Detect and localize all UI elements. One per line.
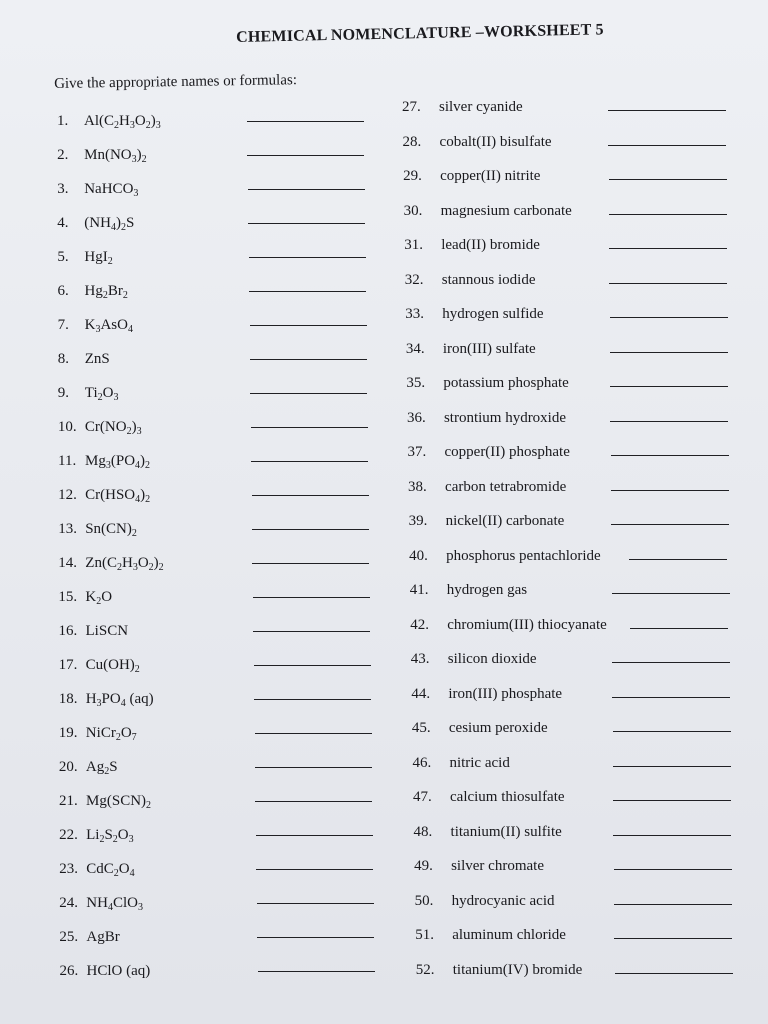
question-row — [410, 614, 740, 636]
question-row — [59, 892, 389, 914]
question-row — [403, 131, 733, 153]
answer-blank[interactable] — [251, 427, 368, 428]
chemical-formula: $Mn(NO_3)_2$ — [84, 147, 147, 165]
question-number: 18. — [58, 691, 78, 707]
chemical-formula: $Sn(CN)_2$ — [85, 521, 137, 539]
question-number: 36. — [406, 409, 426, 426]
question-row — [58, 280, 388, 302]
compound-name: calcium thiosulfate — [450, 789, 565, 805]
answer-blank[interactable] — [258, 971, 375, 972]
chemical-formula: $H_3PO_4$ (aq) — [85, 691, 154, 709]
question-row — [58, 348, 388, 370]
answer-blank[interactable] — [256, 869, 373, 870]
answer-blank[interactable] — [256, 835, 373, 836]
question-row — [58, 552, 388, 574]
question-number: 39. — [408, 513, 428, 529]
answer-blank[interactable] — [248, 189, 365, 190]
question-number: 34. — [405, 340, 425, 357]
question-row — [406, 338, 736, 360]
question-number: 9. — [57, 385, 70, 401]
chemical-formula: $Mg_3(PO_4)_2$ — [85, 453, 151, 471]
chemical-formula: ZnS — [84, 351, 110, 367]
question-number: 23. — [59, 861, 78, 877]
question-number: 5. — [57, 249, 69, 265]
question-number: 31. — [404, 237, 423, 253]
question-row — [404, 200, 734, 222]
compound-name: hydrogen gas — [446, 582, 528, 598]
answer-blank[interactable] — [612, 662, 730, 663]
question-row — [59, 688, 389, 710]
chemical-formula: $NH_4ClO_3$ — [86, 895, 144, 913]
question-number: 32. — [404, 271, 424, 288]
chemical-formula: LiSCN — [85, 623, 129, 639]
compound-name: aluminum chloride — [452, 927, 566, 943]
answer-blank[interactable] — [610, 317, 728, 318]
question-number: 47. — [413, 789, 432, 805]
compound-name: strontium hydroxide — [443, 409, 567, 426]
answer-blank[interactable] — [613, 835, 731, 836]
answer-blank[interactable] — [248, 223, 365, 224]
compound-name: copper(II) nitrite — [440, 168, 541, 184]
compound-name: iron(III) sulfate — [442, 340, 536, 357]
question-number: 50. — [414, 892, 434, 909]
question-number: 29. — [403, 168, 422, 184]
question-number: 49. — [414, 858, 433, 874]
question-row — [412, 717, 742, 739]
answer-blank[interactable] — [249, 291, 366, 292]
question-row — [58, 484, 388, 506]
answer-blank[interactable] — [254, 665, 371, 666]
worksheet-title: CHEMICAL NOMENCLATURE –WORKSHEET 5 — [236, 21, 604, 46]
question-number: 10. — [57, 419, 77, 435]
question-row — [405, 303, 735, 325]
question-row — [409, 545, 739, 567]
answer-blank[interactable] — [257, 937, 374, 938]
question-row — [59, 756, 389, 778]
answer-blank[interactable] — [610, 352, 728, 353]
chemical-formula: $Al(C_2H_3O_2)_3$ — [84, 113, 161, 131]
chemical-formula: AgBr — [86, 929, 120, 945]
question-row — [413, 786, 743, 808]
answer-blank[interactable] — [611, 490, 729, 491]
question-row — [409, 510, 739, 532]
answer-blank[interactable] — [612, 593, 730, 594]
question-number: 48. — [413, 823, 433, 840]
answer-blank[interactable] — [612, 697, 730, 698]
question-number: 20. — [58, 759, 78, 775]
question-number: 40. — [409, 547, 428, 564]
chemical-formula: NaHCO$_3$ — [84, 181, 139, 199]
answer-blank[interactable] — [609, 248, 727, 249]
question-row — [58, 314, 388, 336]
question-number: 46. — [412, 754, 432, 771]
chemical-formula: $Zn(C_2H_3O_2)_2$ — [85, 555, 164, 573]
answer-blank[interactable] — [629, 559, 727, 560]
answer-blank[interactable] — [613, 731, 731, 732]
question-number: 25. — [59, 929, 79, 945]
question-number: 41. — [409, 582, 429, 598]
compound-name: iron(III) phosphate — [448, 685, 563, 702]
question-number: 8. — [57, 351, 69, 367]
compound-name: cobalt(II) bisulfate — [439, 133, 552, 150]
question-row — [404, 234, 734, 256]
answer-blank[interactable] — [608, 145, 726, 146]
compound-name: lead(II) bromide — [441, 237, 540, 253]
chemical-formula: $NiCr_2O_7$ — [85, 725, 137, 743]
answer-blank[interactable] — [615, 973, 733, 974]
question-row — [57, 178, 387, 200]
compound-name: potassium phosphate — [443, 375, 569, 391]
question-number: 4. — [57, 215, 69, 231]
question-number: 1. — [57, 113, 69, 129]
question-number: 38. — [408, 478, 427, 495]
question-number: 16. — [58, 623, 78, 639]
compound-name: silver chromate — [451, 858, 544, 874]
question-row — [59, 858, 389, 880]
chemical-formula: $Li_2S_2O_3$ — [86, 827, 134, 845]
chemical-formula: $Ag_2S$ — [85, 759, 118, 777]
compound-name: copper(II) phosphate — [444, 444, 570, 460]
chemical-formula: HClO (aq) — [86, 963, 151, 979]
question-row — [58, 416, 388, 438]
answer-blank[interactable] — [614, 904, 732, 905]
question-number: 22. — [59, 827, 78, 843]
question-row — [57, 212, 387, 234]
compound-name: hydrocyanic acid — [451, 892, 555, 909]
compound-name: chromium(III) thiocyanate — [447, 616, 607, 633]
question-row — [412, 752, 742, 774]
question-number: 6. — [57, 283, 69, 299]
chemical-formula: $Cr(HSO_4)_2$ — [85, 487, 151, 505]
chemical-formula: HgI$_2$ — [84, 249, 113, 267]
answer-blank[interactable] — [250, 359, 367, 360]
answer-blank[interactable] — [249, 257, 366, 258]
question-row — [416, 959, 746, 981]
question-number: 11. — [58, 453, 77, 469]
compound-name: magnesium carbonate — [440, 202, 572, 219]
question-number: 52. — [415, 961, 435, 978]
question-row — [59, 722, 389, 744]
question-number: 30. — [403, 202, 423, 219]
chemical-formula: $Mg(SCN)_2$ — [86, 793, 152, 811]
question-number: 14. — [58, 555, 78, 571]
question-row — [405, 269, 735, 291]
chemical-formula: $Cu(OH)_2$ — [85, 657, 140, 675]
question-row — [59, 620, 389, 642]
question-row — [58, 518, 388, 540]
question-number: 27. — [402, 99, 421, 115]
compound-name: phosphorus pentachloride — [446, 547, 601, 564]
question-number: 26. — [59, 963, 79, 979]
compound-name: titanium(IV) bromide — [452, 961, 583, 978]
compound-name: stannous iodide — [441, 271, 536, 288]
question-number: 3. — [57, 181, 69, 197]
question-number: 2. — [57, 147, 69, 163]
chemical-formula: $Ti_2O_3$ — [84, 385, 119, 403]
compound-name: silicon dioxide — [447, 651, 537, 667]
question-row — [58, 450, 388, 472]
question-row — [59, 824, 389, 846]
question-row — [407, 407, 737, 429]
answer-blank[interactable] — [609, 214, 727, 215]
question-number: 37. — [407, 444, 427, 460]
answer-blank[interactable] — [252, 529, 369, 530]
question-row — [414, 855, 744, 877]
answer-blank[interactable] — [255, 767, 372, 768]
answer-blank[interactable] — [609, 179, 727, 180]
question-number: 43. — [410, 651, 430, 667]
answer-blank[interactable] — [610, 386, 728, 387]
question-row — [57, 144, 387, 166]
compound-name: cesium peroxide — [448, 720, 548, 736]
answer-blank[interactable] — [250, 325, 367, 326]
question-row — [408, 441, 738, 463]
question-row — [59, 926, 389, 948]
answer-blank[interactable] — [255, 733, 372, 734]
instructions: Give the appropriate names or formulas: — [54, 72, 298, 92]
question-row — [415, 890, 745, 912]
chemical-formula: $Hg_2Br_2$ — [84, 283, 128, 301]
question-row — [57, 246, 387, 268]
answer-blank[interactable] — [255, 801, 372, 802]
question-row — [58, 382, 388, 404]
question-row — [408, 476, 738, 498]
question-number: 19. — [58, 725, 78, 741]
question-row — [415, 924, 745, 946]
answer-blank[interactable] — [614, 938, 732, 939]
question-row — [57, 110, 387, 132]
chemical-formula: $(NH_4)_2S$ — [84, 215, 135, 233]
question-number: 12. — [58, 487, 77, 503]
question-row — [411, 683, 741, 705]
answer-blank[interactable] — [630, 628, 728, 629]
answer-blank[interactable] — [613, 766, 731, 767]
question-number: 21. — [59, 793, 78, 809]
compound-name: nitric acid — [449, 754, 510, 771]
question-number: 45. — [411, 720, 431, 736]
answer-blank[interactable] — [247, 155, 364, 156]
question-row — [403, 165, 733, 187]
compound-name: carbon tetrabromide — [445, 478, 567, 495]
answer-blank[interactable] — [253, 631, 370, 632]
answer-blank[interactable] — [254, 699, 371, 700]
question-row — [59, 790, 389, 812]
question-number: 42. — [410, 616, 429, 633]
question-number: 24. — [59, 895, 79, 911]
question-row — [406, 372, 736, 394]
answer-blank[interactable] — [614, 869, 732, 870]
question-row — [402, 96, 732, 118]
question-number: 51. — [415, 927, 434, 943]
answer-blank[interactable] — [608, 110, 726, 111]
question-row — [411, 648, 741, 670]
answer-blank[interactable] — [610, 421, 728, 422]
chemical-formula: $CdC_2O_4$ — [86, 861, 135, 879]
answer-blank[interactable] — [611, 455, 729, 456]
answer-blank[interactable] — [252, 563, 369, 564]
compound-name: hydrogen sulfide — [442, 306, 544, 322]
question-row — [59, 654, 389, 676]
question-number: 35. — [406, 375, 426, 391]
question-number: 33. — [405, 306, 425, 322]
question-row — [410, 579, 740, 601]
answer-blank[interactable] — [257, 903, 374, 904]
chemical-formula: $K_2O$ — [85, 589, 113, 607]
answer-blank[interactable] — [253, 597, 370, 598]
question-number: 13. — [58, 521, 77, 537]
chemical-formula: $Cr(NO_2)_3$ — [84, 419, 142, 437]
question-number: 15. — [58, 589, 78, 605]
question-row — [414, 821, 744, 843]
compound-name: silver cyanide — [439, 99, 523, 115]
answer-blank[interactable] — [609, 283, 727, 284]
answer-blank[interactable] — [250, 393, 367, 394]
question-number: 7. — [57, 317, 69, 333]
answer-blank[interactable] — [252, 495, 369, 496]
question-row — [58, 586, 388, 608]
answer-blank[interactable] — [251, 461, 368, 462]
answer-blank[interactable] — [247, 121, 364, 122]
answer-blank[interactable] — [613, 800, 731, 801]
answer-blank[interactable] — [611, 524, 729, 525]
compound-name: nickel(II) carbonate — [445, 513, 565, 529]
question-number: 17. — [58, 657, 78, 673]
question-number: 44. — [411, 685, 431, 702]
chemical-formula: $K_3AsO_4$ — [84, 317, 133, 335]
question-number: 28. — [402, 133, 422, 150]
compound-name: titanium(II) sulfite — [450, 823, 562, 840]
question-row — [60, 960, 390, 982]
